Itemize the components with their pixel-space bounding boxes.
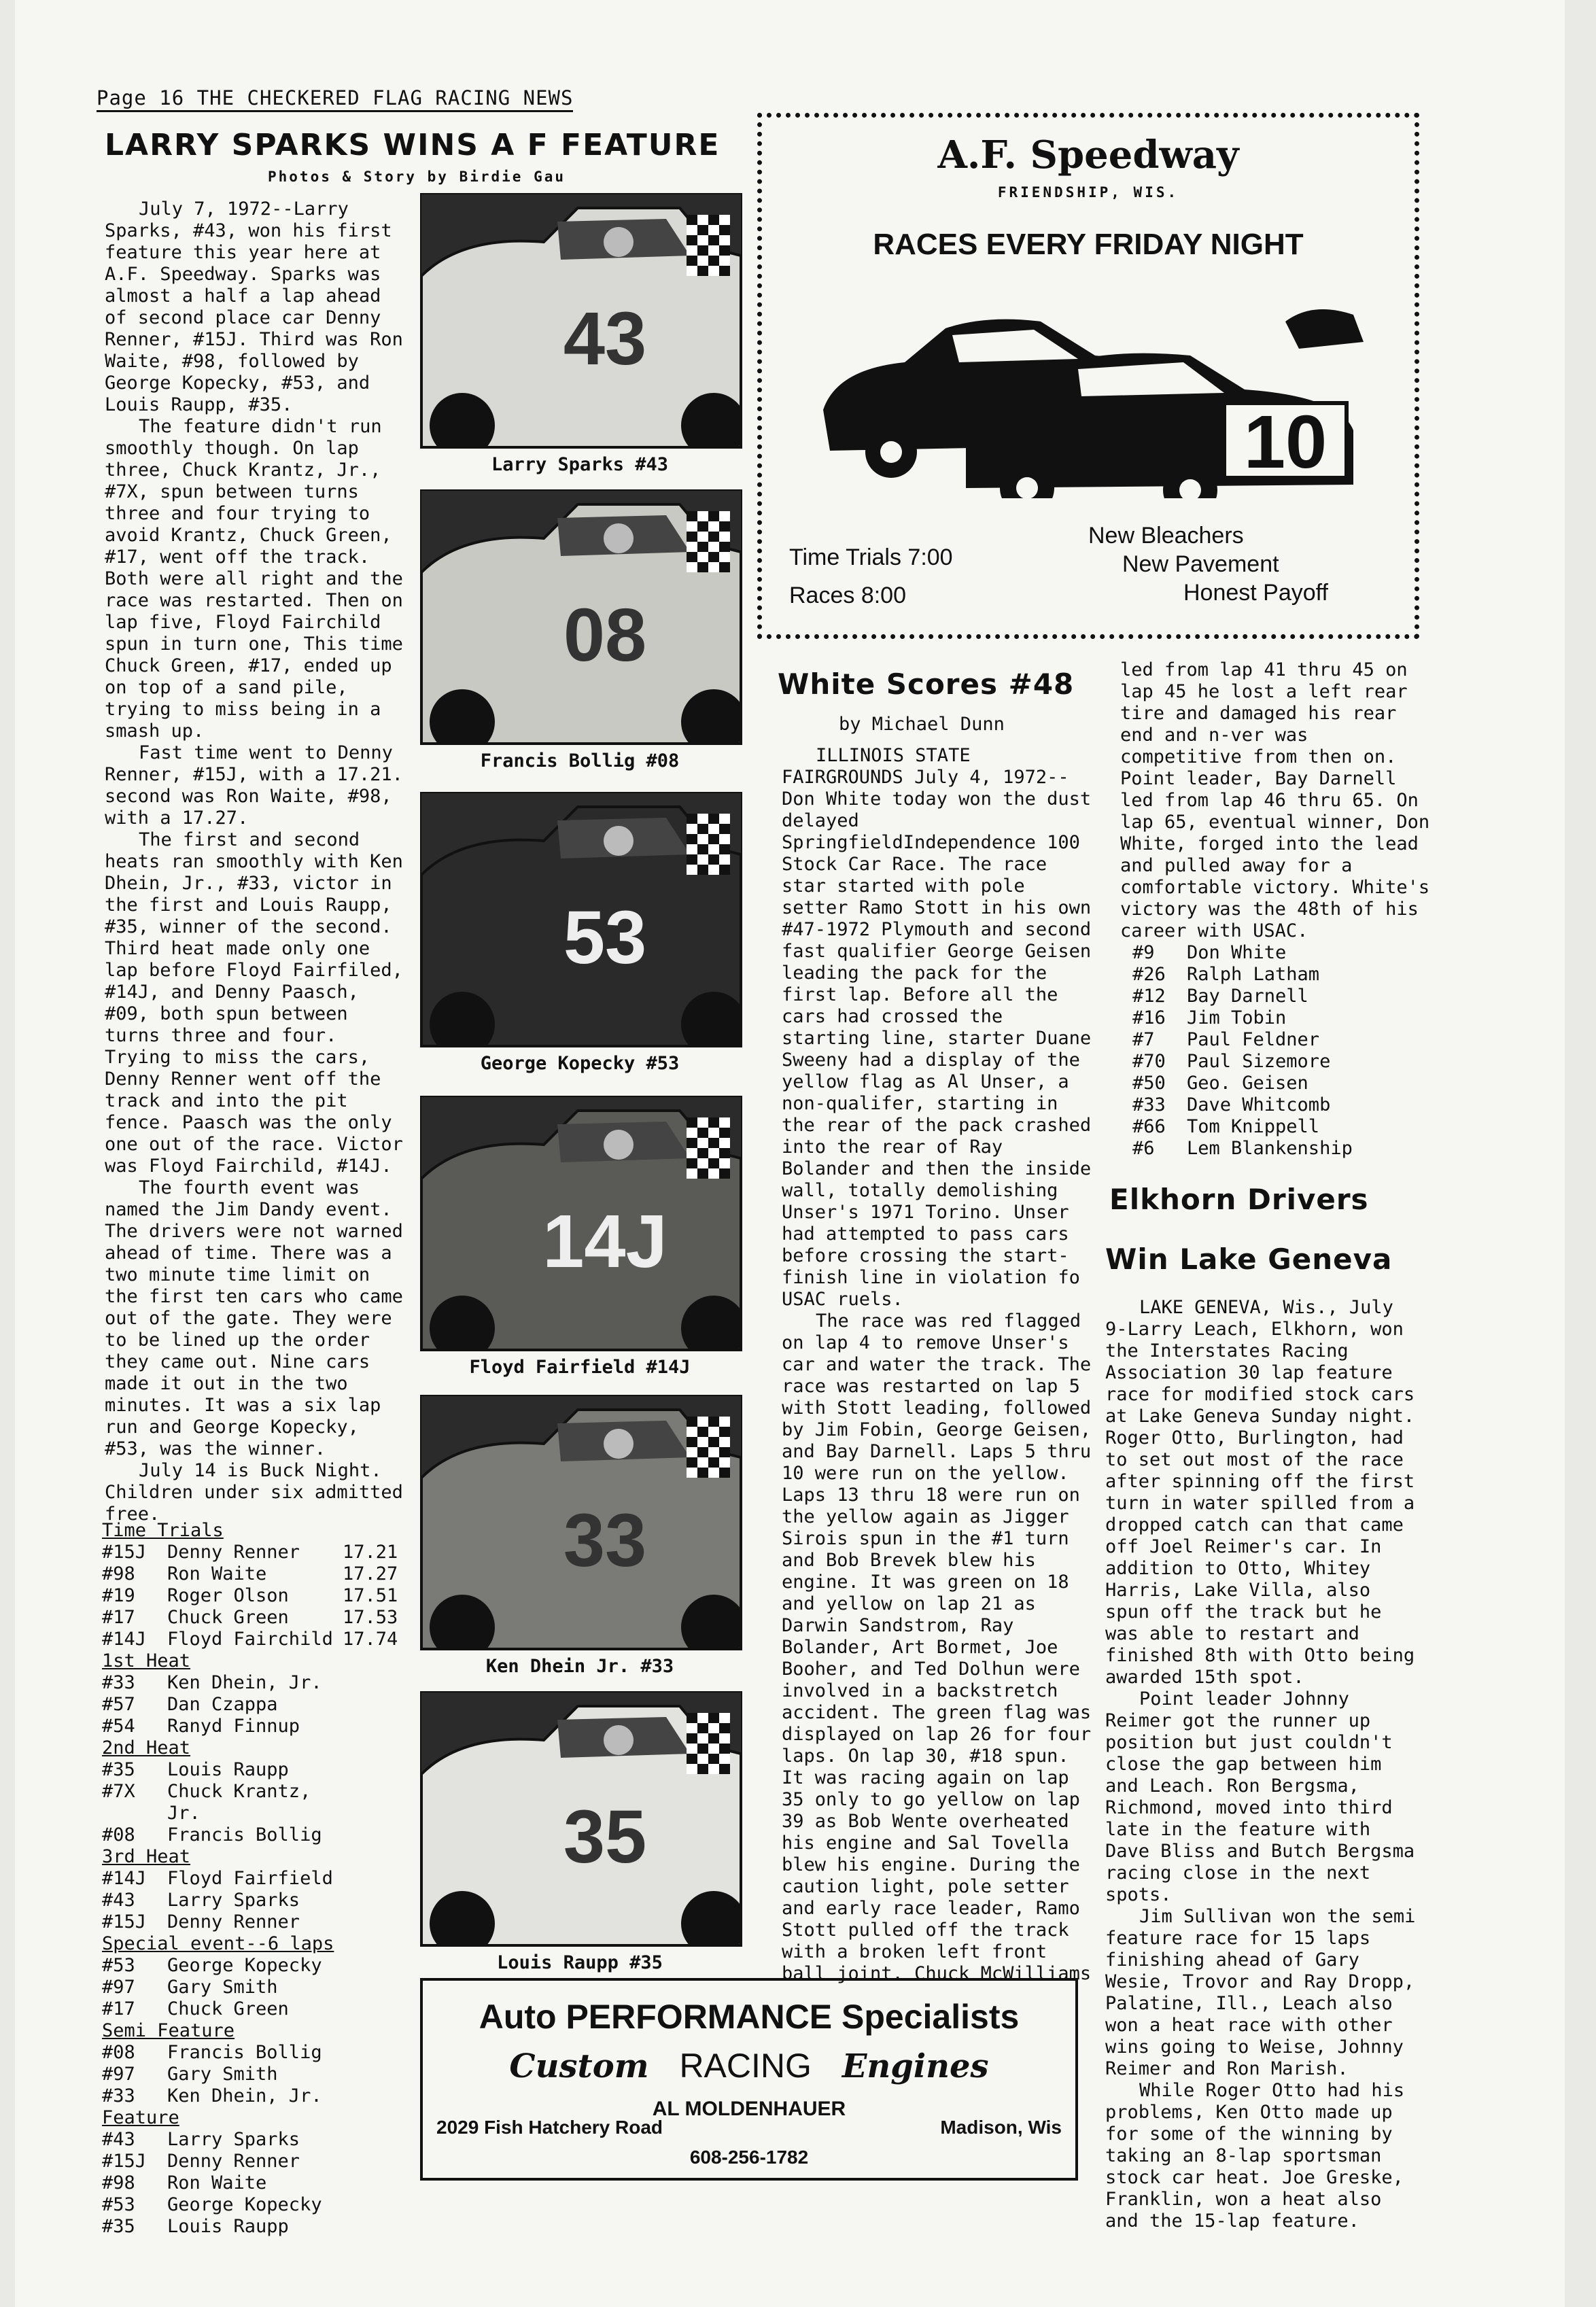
results-car-number: #15J: [102, 2151, 147, 2172]
article2-car-number: #33: [1132, 1094, 1166, 1115]
article2-driver-name: Lem Blankenship: [1187, 1138, 1353, 1159]
results-car-number: #17: [102, 1998, 135, 2019]
engines-ad-address: 2029 Fish Hatchery Road: [436, 2117, 663, 2138]
engines-ad-city: Madison, Wis: [940, 2117, 1062, 2138]
results-car-number: #17: [102, 1607, 135, 1628]
article2-car-number: #9: [1132, 942, 1155, 963]
results-row: [102, 1716, 421, 1737]
results-row: [102, 1563, 421, 1585]
results-row: [102, 2194, 421, 2216]
results-row: [102, 1607, 421, 1629]
article2-driver-name: Don White: [1187, 942, 1287, 963]
photo-car-number: 14J: [542, 1200, 667, 1283]
results-driver-name: Gary Smith: [167, 2064, 278, 2085]
results-row: [102, 1868, 421, 1890]
article2-car-number: #7: [1132, 1029, 1155, 1050]
results-driver-name: Denny Renner: [167, 1911, 300, 1932]
article2-results-row: [1132, 1073, 1430, 1094]
article1-paragraph: The fourth event was named the Jim Dandy event. The drivers were not warned ahead of time. There was a two minute time limit on the first ten cars who came out of the gate. They were to be lined up the order they came out. Nine cars made it out in the two minutes. It was a six lap run and George Kopecky, #53, was the winner.: [105, 1177, 403, 1459]
speedway-ad-car-illustration: [810, 294, 1367, 498]
photo-caption: Francis Bollig #08: [480, 750, 680, 771]
results-driver-name: George Kopecky: [167, 2194, 322, 2215]
photo-caption: Larry Sparks #43: [491, 454, 669, 475]
engines-ad-custom: Custom: [509, 2047, 649, 2085]
results-row: [102, 1998, 421, 2020]
results-driver-name: Francis Bollig: [167, 1824, 322, 1845]
article2-results-row: [1132, 1116, 1430, 1138]
article2-body-col2: [1120, 659, 1430, 1160]
results-driver-name: Ron Waite: [167, 1563, 267, 1584]
results-car-number: #19: [102, 1585, 135, 1606]
results-driver-name: Larry Sparks: [167, 2129, 300, 2150]
article2-car-number: #70: [1132, 1051, 1166, 1072]
results-row: [102, 1694, 421, 1716]
article2-results-row: [1132, 942, 1430, 964]
article2-driver-name: Paul Feldner: [1187, 1029, 1320, 1050]
results-time: 17.21: [343, 1542, 398, 1563]
results-row: [102, 2172, 421, 2194]
results-driver-name: Ken Dhein, Jr.: [167, 2085, 322, 2106]
speedway-ad-feature: New Pavement: [1122, 551, 1279, 577]
article1-results: [102, 1520, 421, 2238]
article2-results-row: [1132, 1007, 1430, 1029]
results-car-number: #43: [102, 1890, 135, 1911]
results-driver-name: Ron Waite: [167, 2172, 267, 2193]
results-car-number: #08: [102, 2042, 135, 2063]
article2-driver-name: Tom Knippell: [1187, 1116, 1320, 1137]
results-car-number: #57: [102, 1694, 135, 1715]
results-car-number: #15J: [102, 1542, 147, 1563]
article3-paragraph: Jim Sullivan won the semi feature race for 15 laps finishing ahead of Gary Wesie, Trovor and Ray Dropp, Palatine, Ill., Leach also won a heat race with other wins going to Weise, Johnny Reimer and Ron Marish.: [1105, 1906, 1416, 2079]
article2-car-number: #12: [1132, 986, 1166, 1007]
newspaper-page: [15, 0, 1565, 2307]
article1-body: [105, 198, 414, 1525]
results-row: [102, 1911, 421, 1933]
speedway-ad-tagline: RACES EVERY FRIDAY NIGHT: [873, 228, 1304, 261]
engines-ad: [420, 1978, 1078, 2181]
results-row: [102, 2042, 421, 2064]
results-row: [102, 1890, 421, 1911]
results-row: [102, 1955, 421, 1977]
photo-car-number: 35: [563, 1795, 647, 1879]
article2-paragraph: ILLINOIS STATE FAIRGROUNDS July 4, 1972--Don White today won the dust delayed SpringfieldIndependence 100 Stock Car Race. The race star started with pole setter Ramo Stott in his own #47-1972 Plymouth and second fast qualifier George Geisen leading the pack for the first lap. Before all the cars had crossed the starting line, starter Duane Sweeny had a display of the yellow flag as Al Unser, a non-qualifer, starting in the rear of the pack crashed into the rear of Ray Bolander and then the inside wall, totally demolishing Unser's 1971 Torino. Unser had attempted to pass cars before crossing the start-finish line in violation fo USAC ruels.: [782, 745, 1092, 1310]
speedway-ad-title: A.F. Speedway: [937, 133, 1239, 177]
article2-driver-name: Geo. Geisen: [1187, 1073, 1308, 1094]
results-car-number: #35: [102, 1759, 135, 1780]
article2-car-number: #6: [1132, 1138, 1155, 1159]
results-row: [102, 2216, 421, 2238]
article1-paragraph: July 14 is Buck Night. Children under six admitted free.: [105, 1460, 403, 1525]
results-driver-name: Dan Czappa: [167, 1694, 278, 1715]
results-car-number: #35: [102, 2216, 135, 2237]
article2-driver-name: Ralph Latham: [1187, 964, 1320, 985]
article2-byline: by Michael Dunn: [839, 714, 1005, 735]
results-time: 17.74: [343, 1629, 398, 1650]
article2-driver-name: Jim Tobin: [1187, 1007, 1287, 1028]
results-driver-name: Roger Olson: [167, 1585, 289, 1606]
results-row: [102, 2129, 421, 2151]
results-driver-name: Denny Renner: [167, 1542, 300, 1563]
results-driver-name: Ken Dhein, Jr.: [167, 1672, 322, 1693]
results-row: [102, 2085, 421, 2107]
photo-car-number: 53: [563, 896, 647, 979]
speedway-ad-feature: Honest Payoff: [1183, 580, 1328, 606]
article1-byline: Photos & Story by Birdie Gau: [268, 169, 566, 185]
article1-paragraph: Fast time went to Denny Renner, #15J, with a 17.21. second was Ron Waite, #98, with a 17.27.: [105, 742, 403, 829]
speedway-ad-location: FRIENDSHIP, WIS.: [997, 184, 1179, 201]
article2-driver-name: Paul Sizemore: [1187, 1051, 1331, 1072]
article3-paragraph: LAKE GENEVA, Wis., July 9-Larry Leach, Elkhorn, won the Interstates Racing Association 30 lap feature race for modified stock cars at Lake Geneva Sunday night. Roger Otto, Burlington, had to set out most of the race after spinning off the first turn in water spilled from a dropped catch can that came off Joel Reimer's car. In addition to Otto, Whitey Harris, Lake Villa, also spun off the track but he was able to restart and finished 8th with Otto being awarded 15th spot.: [1105, 1297, 1415, 1688]
engines-ad-title: Auto PERFORMANCE Specialists: [479, 1998, 1020, 2036]
results-driver-name: Ranyd Finnup: [167, 1716, 300, 1737]
results-driver-name: Louis Raupp: [167, 2216, 289, 2237]
article2-driver-name: Dave Whitcomb: [1187, 1094, 1331, 1115]
results-car-number: #43: [102, 2129, 135, 2150]
results-row: [102, 1542, 421, 1563]
results-driver-name: Floyd Fairfield: [167, 1868, 333, 1889]
photo-caption: Ken Dhein Jr. #33: [485, 1656, 674, 1677]
results-driver-name: Chuck Green: [167, 1607, 289, 1628]
article2-car-number: #50: [1132, 1073, 1166, 1094]
results-car-number: #14J: [102, 1868, 147, 1889]
results-car-number: #98: [102, 1563, 135, 1584]
speedway-ad-races: Races 8:00: [789, 583, 906, 608]
results-section-heading: 1st Heat: [102, 1650, 191, 1671]
photo-caption: Floyd Fairfield #14J: [469, 1357, 691, 1378]
results-driver-name: George Kopecky: [167, 1955, 322, 1976]
results-section-heading: 3rd Heat: [102, 1846, 191, 1867]
photo-car-number: 43: [563, 297, 647, 381]
article2-results-row: [1132, 1094, 1430, 1116]
results-car-number: #97: [102, 1977, 135, 1998]
article2-car-number: #26: [1132, 964, 1166, 985]
engines-ad-racing: RACING: [679, 2047, 812, 2085]
results-row: [102, 1781, 421, 1824]
results-section-heading: Feature: [102, 2107, 179, 2128]
article2-paragraph: The race was red flagged on lap 4 to remove Unser's car and water the track. The race was restarted on lap 5 with Stott leading, followed by Jim Fobin, George Geisen, and Bay Darnell. Laps 5 thru 10 were run on the yellow. Laps 13 thru 18 were run on the yellow again as Jigger Sirois spun in the #1 turn and Bob Brevek blew his engine. It was green on 18 and yellow on lap 21 as Darwin Sandstrom, Ray Bolander, Art Bormet, Joe Booher, and Ted Dolhun were involved in a backstretch accident. The green flag was displayed on lap 26 for four laps. On lap 30, #18 spun. It was racing again on lap 35 only to go yellow on lap 39 as Bob Wente overheated his engine and Sal Tovella blew his engine. During the caution light, pole setter and early race leader, Ramo Stott pulled off the track with a broken left front ball joint. Chuck McWilliams: [782, 1311, 1092, 1984]
photo-caption: Louis Raupp #35: [497, 1952, 663, 1973]
article2-results: [1132, 942, 1430, 1160]
results-row: [102, 1759, 421, 1781]
speedway-ad-car-number: 10: [1243, 400, 1328, 484]
page-header: Page 16 THE CHECKERED FLAG RACING NEWS: [97, 87, 573, 112]
speedway-ad-time-trials: Time Trials 7:00: [789, 544, 953, 570]
photo-car-number: 08: [563, 593, 647, 677]
article1-paragraph: The first and second heats ran smoothly with Ken Dhein, Jr., #33, victor in the first and Louis Raupp, #35, winner of the second. Third heat made only one lap before Floyd Fairfiled, #14J, and Denny Paasch, #09, both spun between turns three and four. Trying to miss the cars, Denny Renner went off the track and into the pit fence. Paasch was the only one out of the race. Victor was Floyd Fairchild, #14J.: [105, 829, 403, 1177]
article3-body: [1105, 1297, 1418, 2232]
results-driver-name: Gary Smith: [167, 1977, 278, 1998]
results-car-number: #7X: [102, 1781, 135, 1802]
results-car-number: #33: [102, 1672, 135, 1693]
engines-ad-engines: Engines: [842, 2047, 989, 2085]
article2-results-row: [1132, 986, 1430, 1007]
race-car-photo: [420, 792, 742, 1047]
results-car-number: #33: [102, 2085, 135, 2106]
results-driver-name: Chuck Green: [167, 1998, 289, 2019]
article2-driver-name: Bay Darnell: [1187, 986, 1308, 1007]
results-car-number: #08: [102, 1824, 135, 1845]
results-car-number: #53: [102, 2194, 135, 2215]
article1-paragraph: The feature didn't run smoothly though. On lap three, Chuck Krantz, Jr., #7X, spun between turns three and four trying to avoid Krantz, Chuck Green, #17, went off the track. Both were all right and the race was restarted. Then on lap five, Floyd Fairchild spun in turn one, This time Chuck Green, #17, ended up on top of a sand pile, trying to miss being in a smash up.: [105, 416, 403, 742]
results-driver-name: Floyd Fairchild: [167, 1629, 333, 1650]
article2-car-number: #16: [1132, 1007, 1166, 1028]
article3-paragraph: While Roger Otto had his problems, Ken Otto made up for some of the winning by taking an 8-lap sportsman stock car heat. Joe Greske, Franklin, won a heat also and the 15-lap feature.: [1105, 2080, 1405, 2232]
results-row: [102, 1824, 421, 1846]
article2-results-row: [1132, 1029, 1430, 1051]
article3-paragraph: Point leader Johnny Reimer got the runner up position but just couldn't close the gap between him and Leach. Ron Bergsma, Richmond, moved into third late in the feature with Dave Bliss and Butch Bergsma racing close in the next spots.: [1105, 1688, 1415, 1905]
article2-headline: White Scores #48: [778, 667, 1075, 701]
race-car-photo: [420, 193, 742, 449]
article2-results-row: [1132, 1138, 1430, 1160]
results-time: 17.27: [343, 1563, 398, 1584]
photo-car-number: 33: [563, 1499, 647, 1582]
race-car-photo: [420, 1096, 742, 1351]
results-driver-name: Louis Raupp: [167, 1759, 289, 1780]
results-driver-name: Chuck Krantz, Jr.: [167, 1781, 311, 1824]
results-row: [102, 2151, 421, 2172]
article2-results-row: [1132, 964, 1430, 986]
article1-headline: LARRY SPARKS WINS A F FEATURE: [105, 128, 721, 162]
results-car-number: #15J: [102, 1911, 147, 1932]
results-row: [102, 1977, 421, 1998]
results-row: [102, 2064, 421, 2085]
article3-headline-line2: Win Lake Geneva: [1105, 1243, 1393, 1276]
article2-car-number: #66: [1132, 1116, 1166, 1137]
article3-headline-line1: Elkhorn Drivers: [1109, 1183, 1369, 1216]
speedway-ad-feature: New Bleachers: [1088, 523, 1244, 549]
article2-body-col1: [782, 745, 1094, 1985]
results-time: 17.51: [343, 1585, 398, 1606]
engines-ad-phone: 608-256-1782: [689, 2147, 809, 2168]
results-car-number: #97: [102, 2064, 135, 2085]
results-driver-name: Denny Renner: [167, 2151, 300, 2172]
results-section-heading: Semi Feature: [102, 2020, 235, 2041]
engines-ad-subtitle: [423, 2046, 1075, 2085]
results-row: [102, 1629, 421, 1650]
results-row: [102, 1585, 421, 1607]
race-car-photo: [420, 1395, 742, 1650]
results-car-number: #53: [102, 1955, 135, 1976]
article2-results-row: [1132, 1051, 1430, 1073]
results-car-number: #14J: [102, 1629, 147, 1650]
results-row: [102, 1672, 421, 1694]
results-driver-name: Francis Bollig: [167, 2042, 322, 2063]
results-car-number: #54: [102, 1716, 135, 1737]
race-car-photo: [420, 1691, 742, 1947]
results-section-heading: 2nd Heat: [102, 1737, 191, 1758]
engines-ad-owner: AL MOLDENHAUER: [652, 2098, 846, 2120]
results-car-number: #98: [102, 2172, 135, 2193]
article2-paragraph-continued: led from lap 41 thru 45 on lap 45 he lost a left rear tire and damaged his rear end and n-ver was competitive from then on. Point leader, Bay Darnell led from lap 46 thru 65. On lap 65, eventual winner, Don White, forged into the lead and pulled away for a comfortable victory. White's victory was the 48th of his career with USAC.: [1120, 659, 1430, 941]
results-time: 17.53: [343, 1607, 398, 1628]
results-section-heading: Special event--6 laps: [102, 1933, 334, 1954]
speedway-ad: [757, 113, 1419, 639]
race-car-photo: [420, 489, 742, 745]
results-section-heading: Time Trials: [102, 1520, 224, 1541]
photo-caption: George Kopecky #53: [480, 1053, 680, 1074]
results-driver-name: Larry Sparks: [167, 1890, 300, 1911]
article1-paragraph: July 7, 1972--Larry Sparks, #43, won his first feature this year here at A.F. Speedway. Sparks was almost a half a lap ahead of second place car Denny Renner, #15J. Third was Ron Waite, #98, followed by George Kopecky, #53, and Louis Raupp, #35.: [105, 198, 403, 415]
